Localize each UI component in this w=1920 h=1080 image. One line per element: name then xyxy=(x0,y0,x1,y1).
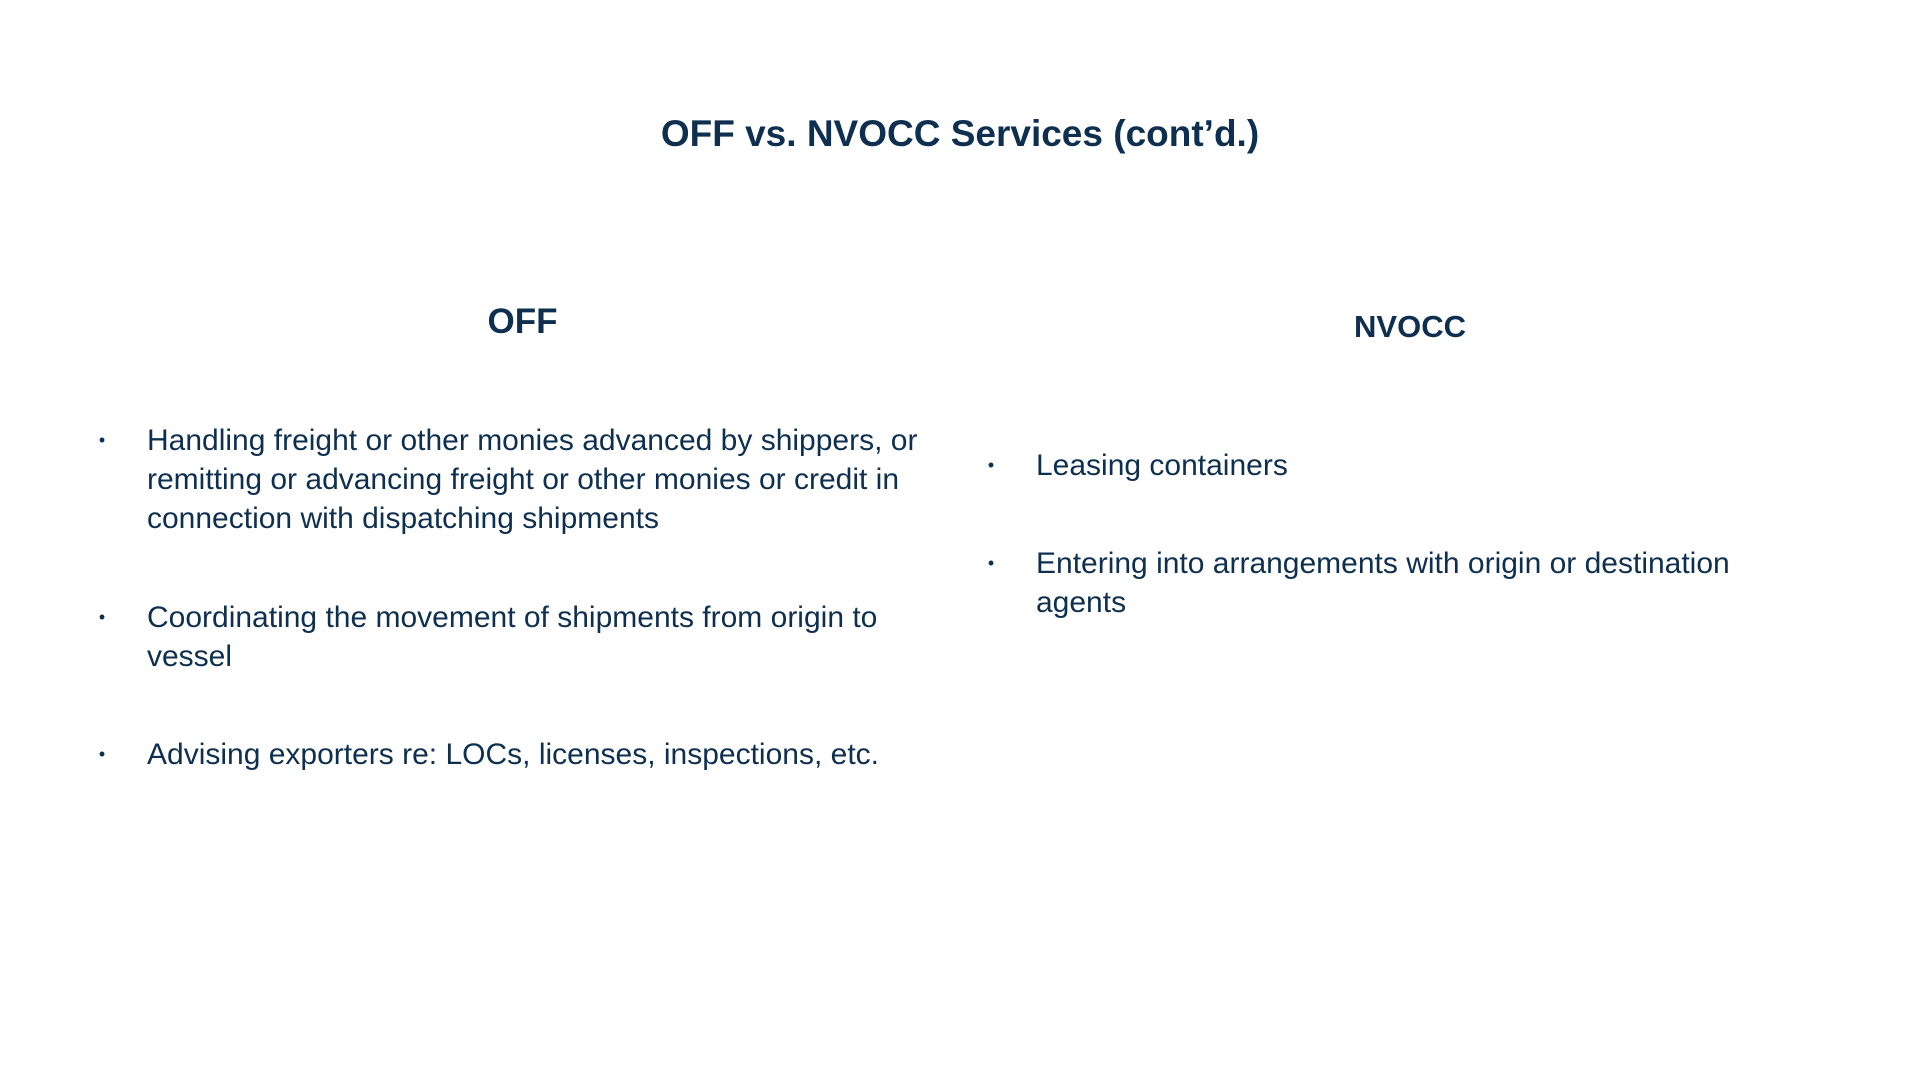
off-bullet-text: Coordinating the movement of shipments from origin to vessel xyxy=(147,601,878,673)
off-bullet-item xyxy=(96,735,956,774)
bullet-icon: • xyxy=(987,455,995,475)
nvocc-bullet-list xyxy=(985,446,1825,681)
bullet-icon: • xyxy=(98,607,106,627)
nvocc-bullet-text: Leasing containers xyxy=(1036,449,1288,482)
nvocc-bullet-text: Entering into arrangements with origin or destination agents xyxy=(1036,547,1730,619)
off-bullet-list xyxy=(96,421,956,834)
off-bullet-item xyxy=(96,421,956,538)
off-bullet-text: Advising exporters re: LOCs, licenses, inspections, etc. xyxy=(147,738,879,771)
nvocc-bullet-item xyxy=(985,446,1825,485)
nvocc-column-heading: NVOCC xyxy=(1354,309,1466,344)
off-bullet-text: Handling freight or other monies advanced by shippers, or remitting or advancing freight or other monies or credit in connection with dispatching shipments xyxy=(147,424,918,535)
nvocc-bullet-item xyxy=(985,544,1825,622)
off-column-heading: OFF xyxy=(487,302,558,341)
off-bullet-item xyxy=(96,598,956,676)
bullet-icon: • xyxy=(98,430,106,450)
slide-title: OFF vs. NVOCC Services (cont’d.) xyxy=(660,113,1260,154)
bullet-icon: • xyxy=(987,553,995,573)
bullet-icon: • xyxy=(98,744,106,764)
